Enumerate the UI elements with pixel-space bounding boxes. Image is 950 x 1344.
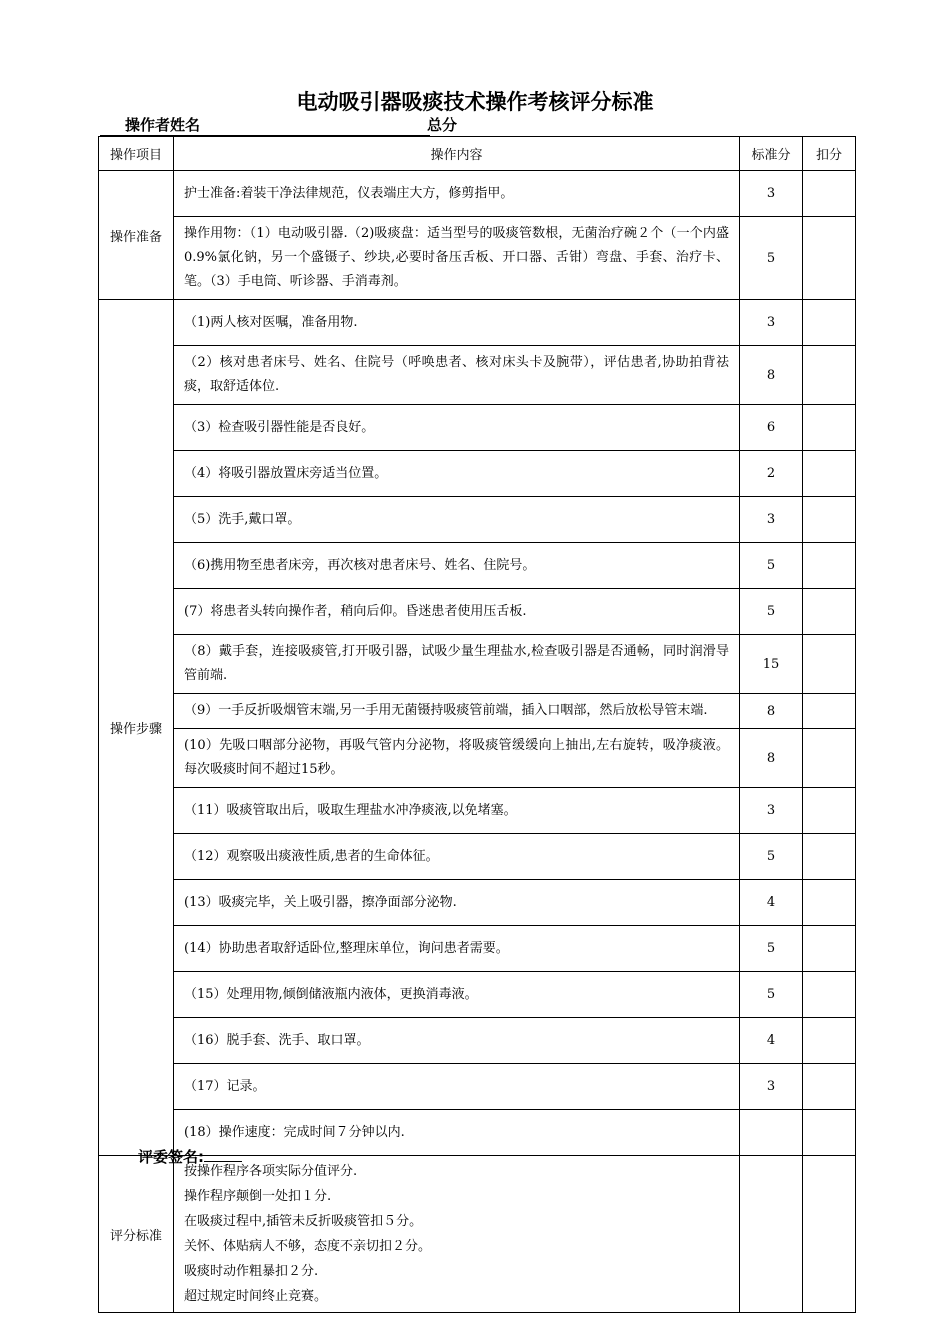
row-deduction-cell[interactable] xyxy=(803,497,856,543)
criteria-item: 关怀、体贴病人不够，态度不亲切扣２分。 xyxy=(184,1239,432,1254)
column-header-standard-score: 标准分 xyxy=(740,137,803,171)
table-header-row xyxy=(99,137,856,171)
column-header-item: 操作项目 xyxy=(99,137,174,171)
row-content: (13）吸痰完毕，关上吸引器，擦净面部分泌物. xyxy=(174,880,740,926)
criteria-deduction-cell[interactable] xyxy=(803,1156,856,1313)
criteria-item: 在吸痰过程中,插管未反折吸痰管扣５分。 xyxy=(184,1214,423,1229)
row-standard-score: 3 xyxy=(740,497,803,543)
row-deduction-cell[interactable] xyxy=(803,405,856,451)
row-standard-score: 3 xyxy=(740,788,803,834)
table-row xyxy=(99,300,856,346)
row-content: （12）观察吸出痰液性质,患者的生命体征。 xyxy=(174,834,740,880)
judge-signature xyxy=(138,1146,242,1167)
row-deduction-cell[interactable] xyxy=(803,300,856,346)
row-standard-score: 4 xyxy=(740,1018,803,1064)
criteria-item: 操作程序颠倒一处扣１分. xyxy=(184,1189,332,1204)
row-content: （11）吸痰管取出后，吸取生理盐水冲净痰液,以免堵塞。 xyxy=(174,788,740,834)
column-header-deduction: 扣分 xyxy=(803,137,856,171)
table-row xyxy=(99,543,856,589)
row-content: (18）操作速度：完成时间７分钟以内. xyxy=(174,1110,740,1156)
section-item-criteria: 评分标准 xyxy=(99,1156,174,1313)
row-content: (10）先吸口咽部分泌物，再吸气管内分泌物，将吸痰管缓缓向上抽出,左右旋转，吸净痰液。每次吸痰时间不超过15秒。 xyxy=(174,729,740,788)
row-standard-score: 3 xyxy=(740,171,803,217)
row-deduction-cell[interactable] xyxy=(803,451,856,497)
section-item-preparation: 操作准备 xyxy=(99,171,174,300)
table-row xyxy=(99,171,856,217)
row-standard-score: 4 xyxy=(740,880,803,926)
row-standard-score: 5 xyxy=(740,834,803,880)
judge-signature-blank[interactable] xyxy=(204,1147,242,1162)
row-deduction-cell[interactable] xyxy=(803,589,856,635)
operator-name-label: 操作者姓名 xyxy=(125,116,201,134)
row-standard-score: 5 xyxy=(740,589,803,635)
table-row xyxy=(99,694,856,729)
row-standard-score: 6 xyxy=(740,405,803,451)
section-item-steps: 操作步骤 xyxy=(99,300,174,1156)
row-standard-score: 3 xyxy=(740,1064,803,1110)
table-row xyxy=(99,788,856,834)
row-content: （6)携用物至患者床旁，再次核对患者床号、姓名、住院号。 xyxy=(174,543,740,589)
row-content: （3）检查吸引器性能是否良好。 xyxy=(174,405,740,451)
row-deduction-cell[interactable] xyxy=(803,972,856,1018)
row-content: 操作用物：（1）电动吸引器.（2)吸痰盘：适当型号的吸痰管数根，无菌治疗碗２个（一个内盛0.9%氯化钠，另一个盛镊子、纱块,必要时备压舌板、开口器、舌钳）弯盘、手套、治疗卡、笔。（3）手电筒、听诊器、手消毒剂。 xyxy=(174,217,740,300)
row-content: （15）处理用物,倾倒储液瓶内液体，更换消毒液。 xyxy=(174,972,740,1018)
row-deduction-cell[interactable] xyxy=(803,880,856,926)
row-deduction-cell[interactable] xyxy=(803,926,856,972)
row-deduction-cell[interactable] xyxy=(803,694,856,729)
row-deduction-cell[interactable] xyxy=(803,543,856,589)
row-content: （9）一手反折吸烟管末端,另一手用无菌镊持吸痰管前端，插入口咽部，然后放松导管末端. xyxy=(174,694,740,729)
judge-signature-label: 评委签名: xyxy=(138,1148,204,1166)
row-content: （1)两人核对医嘱，准备用物. xyxy=(174,300,740,346)
table-row xyxy=(99,217,856,300)
page-title: 电动吸引器吸痰技术操作考核评分标准 xyxy=(296,90,654,114)
table-row xyxy=(99,834,856,880)
table-row xyxy=(99,635,856,694)
table-row xyxy=(99,497,856,543)
row-content: （16）脱手套、洗手、取口罩。 xyxy=(174,1018,740,1064)
row-deduction-cell[interactable] xyxy=(803,788,856,834)
row-deduction-cell[interactable] xyxy=(803,635,856,694)
row-deduction-cell[interactable] xyxy=(803,171,856,217)
scoring-table xyxy=(98,136,856,1313)
table-row xyxy=(99,1156,856,1313)
criteria-item: 吸痰时动作粗暴扣２分. xyxy=(184,1264,319,1279)
table-row xyxy=(99,972,856,1018)
row-content: （17）记录。 xyxy=(174,1064,740,1110)
row-deduction-cell[interactable] xyxy=(803,217,856,300)
table-row xyxy=(99,880,856,926)
row-standard-score: 2 xyxy=(740,451,803,497)
table-row xyxy=(99,589,856,635)
criteria-list xyxy=(174,1156,740,1313)
row-content: （8）戴手套，连接吸痰管,打开吸引器，试吸少量生理盐水,检查吸引器是否通畅，同时润滑导管前端. xyxy=(174,635,740,694)
row-deduction-cell[interactable] xyxy=(803,1018,856,1064)
criteria-standard-score-cell xyxy=(740,1156,803,1313)
table-row xyxy=(99,729,856,788)
row-content: (14）协助患者取舒适卧位,整理床单位，询问患者需要。 xyxy=(174,926,740,972)
column-header-content: 操作内容 xyxy=(174,137,740,171)
row-standard-score xyxy=(740,1110,803,1156)
row-content: 护士准备:着装干净法律规范，仪表端庄大方，修剪指甲。 xyxy=(174,171,740,217)
row-deduction-cell[interactable] xyxy=(803,834,856,880)
table-row xyxy=(99,1018,856,1064)
row-standard-score: 3 xyxy=(740,300,803,346)
table-row xyxy=(99,926,856,972)
table-row xyxy=(99,1064,856,1110)
row-deduction-cell[interactable] xyxy=(803,1064,856,1110)
row-standard-score: 5 xyxy=(740,217,803,300)
row-standard-score: 8 xyxy=(740,729,803,788)
row-standard-score: 5 xyxy=(740,926,803,972)
row-standard-score: 8 xyxy=(740,346,803,405)
row-deduction-cell[interactable] xyxy=(803,1110,856,1156)
criteria-item: 按操作程序各项实际分值评分. xyxy=(184,1164,358,1179)
criteria-item: 超过规定时间终止竞赛。 xyxy=(184,1289,328,1304)
row-deduction-cell[interactable] xyxy=(803,729,856,788)
table-row xyxy=(99,405,856,451)
row-content: (7）将患者头转向操作者，稍向后仰。昏迷患者使用压舌板. xyxy=(174,589,740,635)
row-content: （2）核对患者床号、姓名、住院号（呼唤患者、核对床头卡及腕带），评估患者,协助拍背祛痰，取舒适体位. xyxy=(174,346,740,405)
row-content: （5）洗手,戴口罩。 xyxy=(174,497,740,543)
row-standard-score: 8 xyxy=(740,694,803,729)
row-content: （4）将吸引器放置床旁适当位置。 xyxy=(174,451,740,497)
total-score-label: 总分 xyxy=(427,116,458,134)
table-row xyxy=(99,346,856,405)
table-row xyxy=(99,451,856,497)
row-standard-score: 5 xyxy=(740,972,803,1018)
row-standard-score: 5 xyxy=(740,543,803,589)
row-deduction-cell[interactable] xyxy=(803,346,856,405)
row-standard-score: 15 xyxy=(740,635,803,694)
